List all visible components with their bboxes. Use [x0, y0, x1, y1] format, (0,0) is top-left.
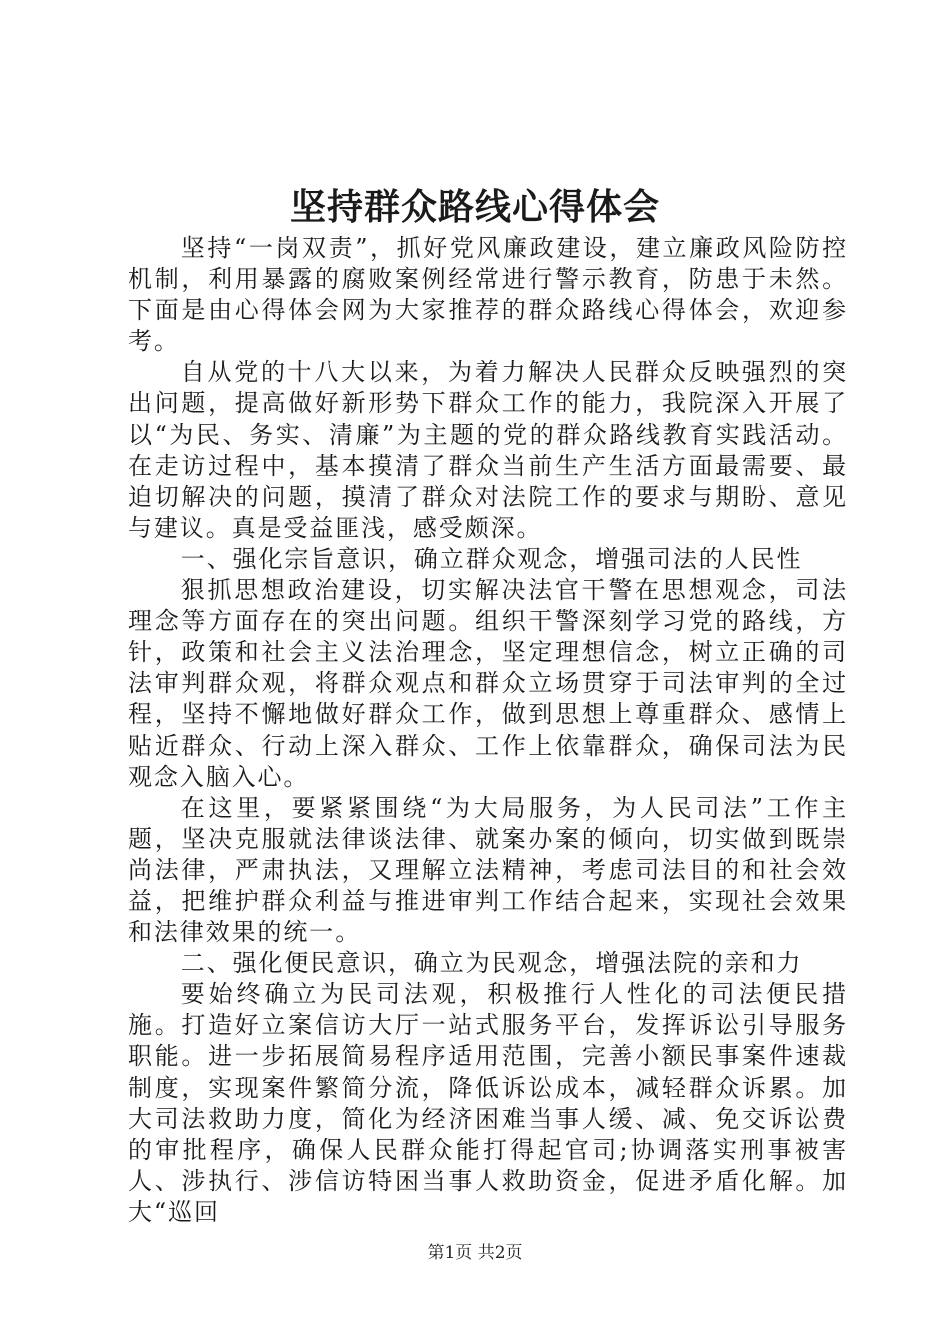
section-heading-2: 二、强化便民意识，确立为民观念，增强法院的亲和力 [180, 949, 803, 978]
paragraph-section-2a: 要始终确立为民司法观，积极推行人性化的司法便民措施。打造好立案信访大厅一站式服务平台，发挥诉讼引导服务职能。进一步拓展简易程序适用范围，完善小额民事案件速裁制度，实现案件繁简分流，降低诉讼成本，减轻群众诉累。加大司法救助力度，简化为经济困难当事人缓、减、免交诉讼费的审批程序，确保人民群众能打得起官司;协调落实刑事被害人、涉执行、涉信访特困当事人救助资金，促进矛盾化解。加大“巡回 [128, 980, 848, 1226]
paragraph-background: 自从党的十八大以来，为着力解决人民群众反映强烈的突出问题，提高做好新形势下群众工作的能力，我院深入开展了以“为民、务实、清廉”为主题的党的群众路线教育实践活动。在走访过程中，基本摸清了群众当前生产生活方面最需要、最迫切解决的问题，摸清了群众对法院工作的要求与期盼、意见与建议。真是受益匪浅，感受颇深。 [128, 358, 848, 542]
paragraph-section-1a: 狠抓思想政治建设，切实解决法官干警在思想观念，司法理念等方面存在的突出问题。组织干警深刻学习党的路线，方针，政策和社会主义法治理念，坚定理想信念，树立正确的司法审判群众观，将群众观点和群众立场贯穿于司法审判的全过程，坚持不懈地做好群众工作，做到思想上尊重群众、感情上贴近群众、行动上深入群众、工作上依靠群众，确保司法为民观念入脑入心。 [128, 576, 848, 791]
paragraph-section-1b: 在这里，要紧紧围绕“为大局服务，为人民司法”工作主题，坚决克服就法律谈法律、就案办案的倾向，切实做到既崇尚法律，严肃执法，又理解立法精神，考虑司法目的和社会效益，把维护群众利益与推进审判工作结合起来，实现社会效果和法律效果的统一。 [128, 793, 848, 947]
document-title: 坚持群众路线心得体会 [289, 186, 660, 228]
section-heading-1: 一、强化宗旨意识，确立群众观念，增强司法的人民性 [180, 544, 803, 573]
paragraph-intro: 坚持“一岗双责”，抓好党风廉政建设，建立廉政风险防控机制，利用暴露的腐败案例经常进行警示教育，防患于未然。下面是由心得体会网为大家推荐的群众路线心得体会，欢迎参考。 [128, 234, 848, 356]
document-body [128, 233, 848, 1228]
page-number-footer: 第1页 共2页 [427, 1243, 523, 1263]
